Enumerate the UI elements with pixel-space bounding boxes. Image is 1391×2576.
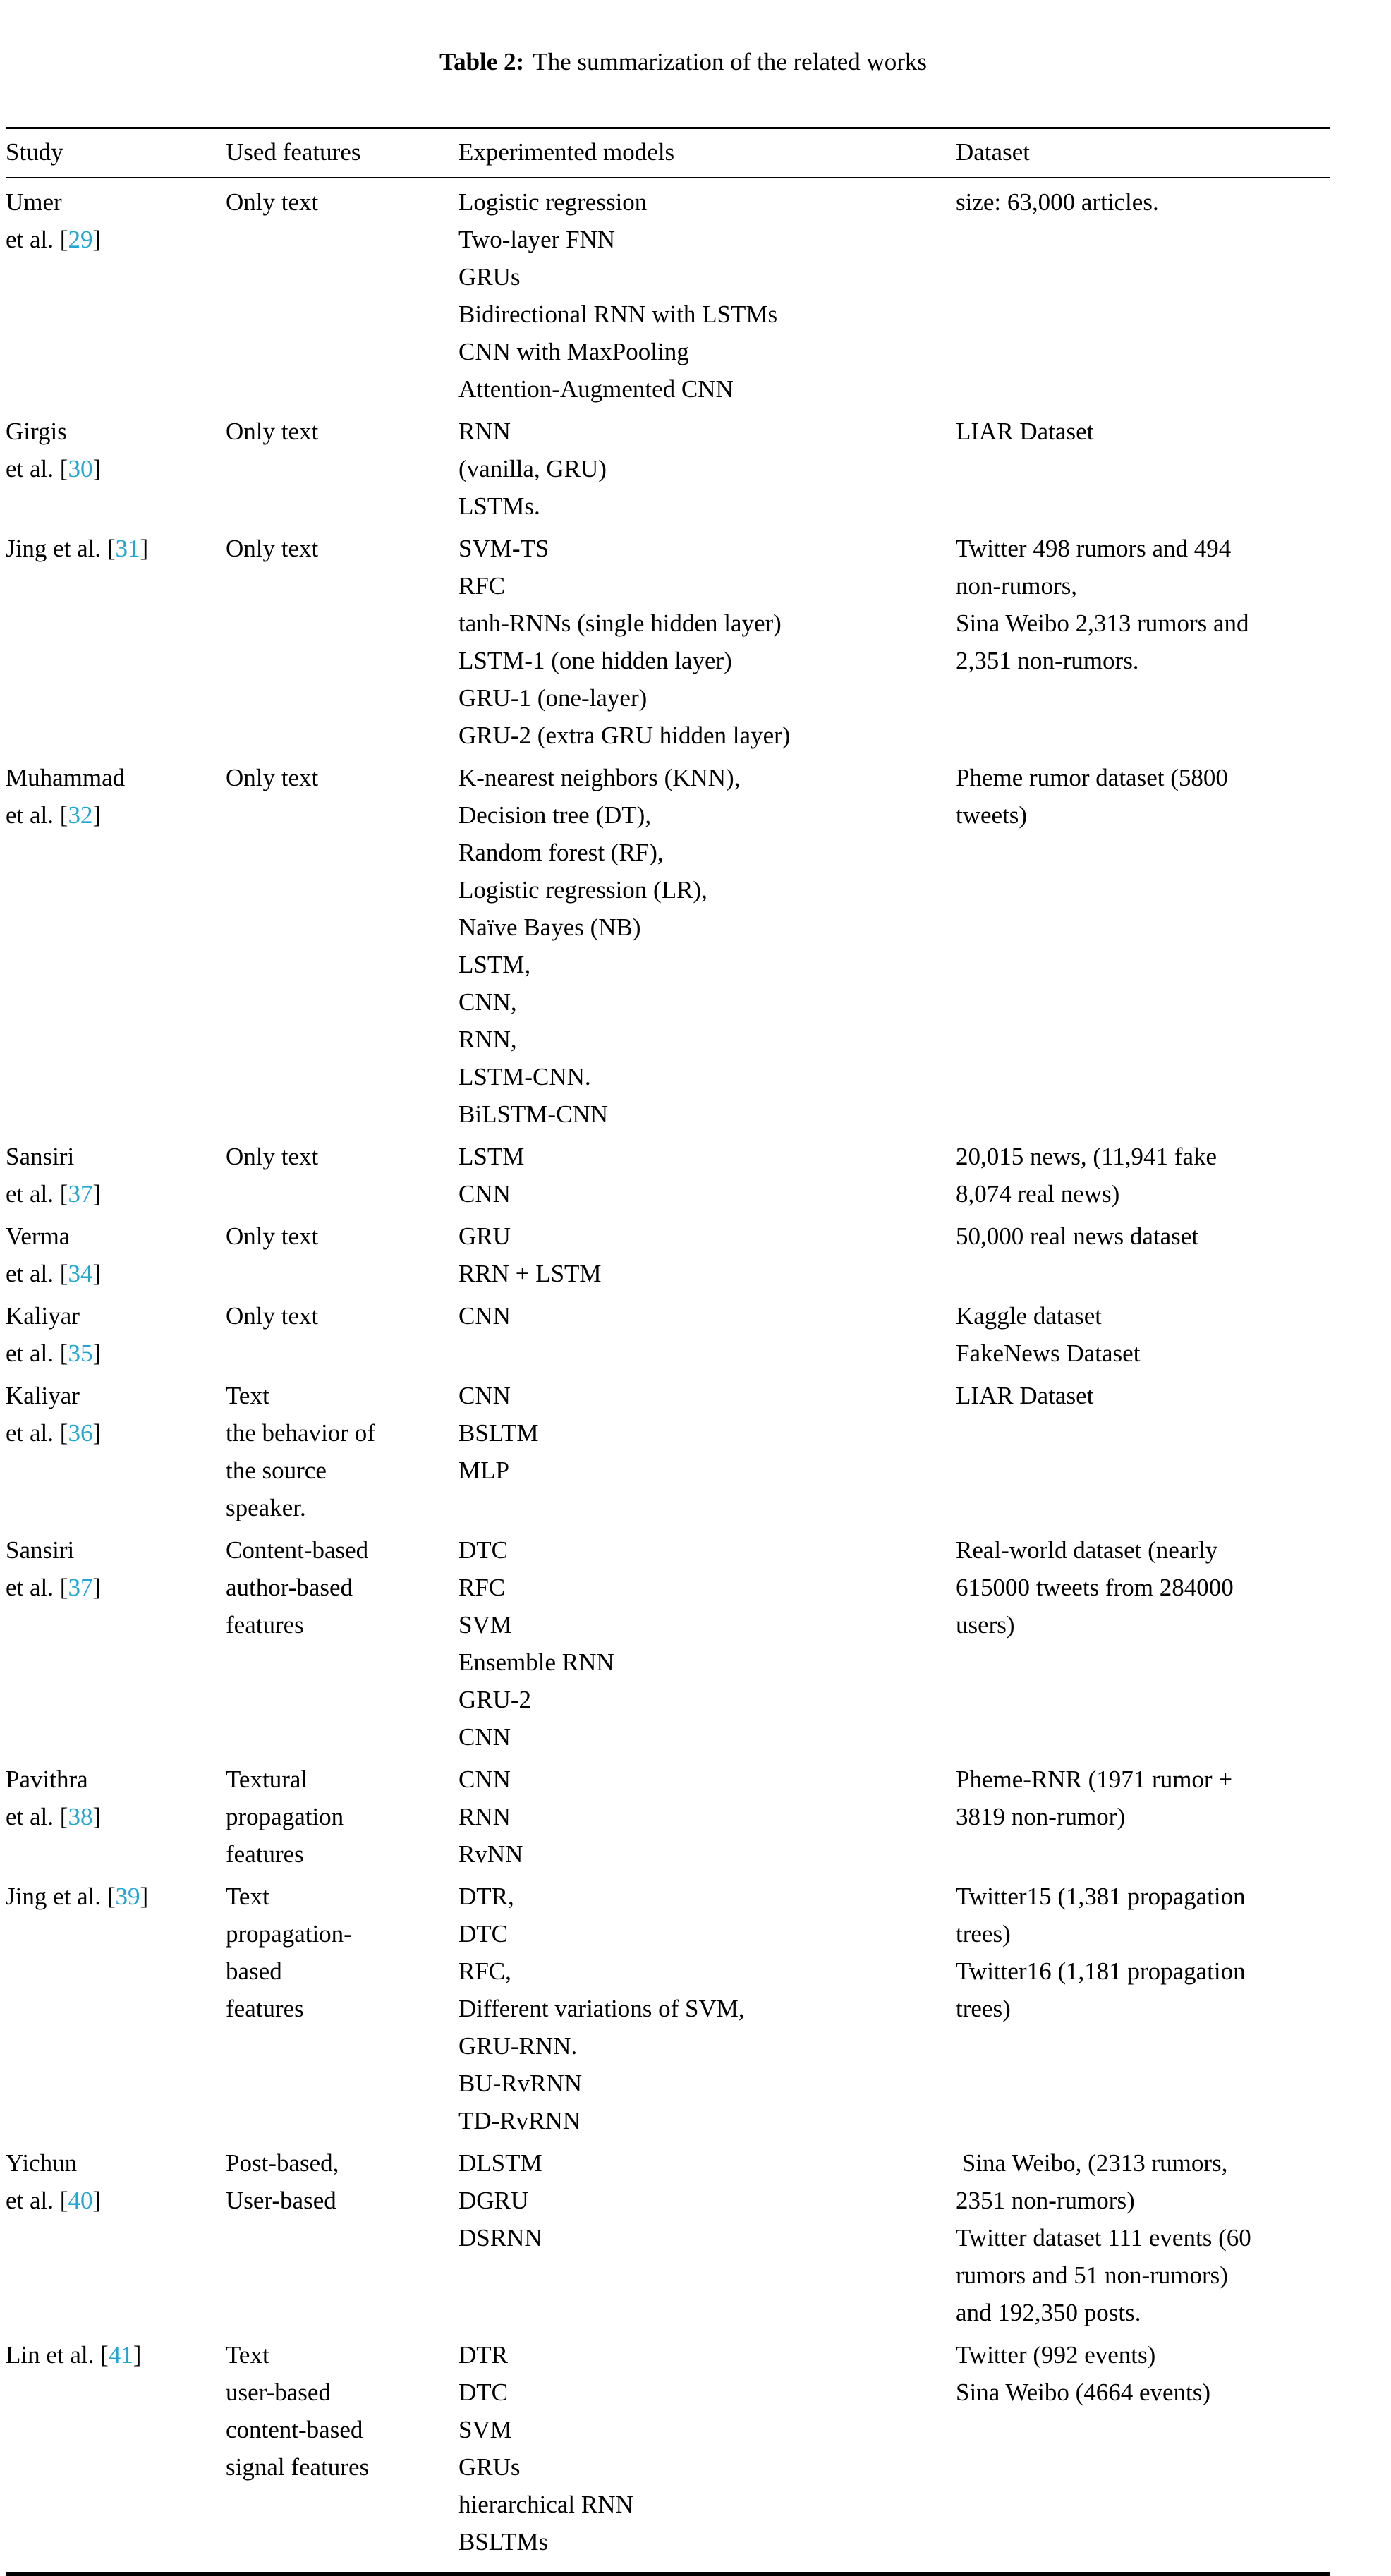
cell-line: GRUs (458, 263, 521, 291)
cell-line: BSLTM (458, 1419, 539, 1447)
cell-line: Jing et al. [39] (6, 1883, 149, 1910)
cell-line: RNN (458, 418, 511, 445)
cell-line: Jing et al. [31] (6, 535, 149, 562)
cell-line: CNN (458, 1180, 511, 1208)
cell-line: RNN (458, 1803, 511, 1830)
cell-line: Random forest (RF), (458, 839, 664, 866)
table-row (6, 2142, 1330, 2334)
cell-line: SVM (458, 1611, 512, 1639)
cell-line: LSTM-1 (one hidden layer) (458, 647, 732, 674)
cell-line: Only text (226, 418, 319, 445)
cell-line: 8,074 real news) (956, 1180, 1120, 1208)
dataset-cell (956, 183, 1330, 221)
table-row (6, 1215, 1330, 1295)
cell-line: RFC, (458, 1957, 511, 1985)
cell-line: Only text (226, 188, 319, 216)
features-cell (226, 413, 458, 450)
table-row (6, 181, 1330, 411)
citation-ref[interactable]: 32 (68, 801, 93, 829)
dataset-cell (956, 530, 1330, 679)
cell-line: author-based (226, 1574, 353, 1601)
cell-line: Muhammad (6, 764, 126, 791)
dataset-cell (956, 2144, 1330, 2331)
features-cell (226, 1377, 458, 1526)
table-row (6, 1876, 1330, 2142)
cell-line: Kaliyar (6, 1302, 80, 1330)
cell-line: Content-based (226, 1536, 369, 1564)
cell-line: CNN (458, 1302, 511, 1330)
cell-line: Pavithra (6, 1766, 88, 1793)
cell-line: non-rumors, (956, 572, 1078, 600)
cell-line: Sansiri (6, 1536, 75, 1564)
cell-line: LSTMs. (458, 492, 540, 520)
citation-ref[interactable]: 39 (115, 1883, 140, 1910)
cell-line: Text (226, 1382, 269, 1409)
cell-line: RvNN (458, 1840, 523, 1868)
cell-line: User-based (226, 2187, 336, 2214)
cell-line: Twitter15 (1,381 propagation (956, 1883, 1246, 1910)
cell-line: RRN + LSTM (458, 1260, 602, 1287)
features-cell (226, 2144, 458, 2219)
cell-line: Attention-Augmented CNN (458, 375, 734, 403)
cell-line: CNN with MaxPooling (458, 338, 689, 365)
cell-line: Twitter dataset 111 events (60 (956, 2224, 1251, 2252)
table-row (6, 1136, 1330, 1215)
dataset-cell (956, 413, 1330, 450)
related-works-table (6, 127, 1330, 2576)
cell-line: propagation (226, 1803, 344, 1830)
table-row (6, 2334, 1330, 2563)
header-used-features: Used features (226, 138, 361, 166)
table-row (6, 1295, 1330, 1375)
models-cell (458, 1377, 956, 1489)
study-cell (6, 1761, 226, 1835)
cell-line: Two-layer FNN (458, 226, 616, 253)
table-title (6, 7, 1336, 117)
cell-line: Yichun (6, 2149, 78, 2177)
dataset-cell (956, 1377, 1330, 1414)
cell-line: LSTM, (458, 951, 531, 978)
cell-line: trees) (956, 1995, 1011, 2022)
features-cell (226, 183, 458, 221)
cell-line: Umer (6, 188, 62, 216)
dataset-cell (956, 1531, 1330, 1644)
cell-line: Only text (226, 1143, 319, 1170)
cell-line: 50,000 real news dataset (956, 1222, 1199, 1250)
cell-line: et al. [32] (6, 801, 102, 829)
citation-ref[interactable]: 38 (68, 1803, 93, 1830)
cell-line: Post-based, (226, 2149, 339, 2177)
table-header-row (6, 129, 1330, 178)
cell-line: Textural (226, 1766, 308, 1793)
models-cell (458, 183, 956, 408)
cell-line: Only text (226, 1222, 319, 1250)
study-cell (6, 413, 226, 487)
cell-line: speaker. (226, 1494, 306, 1521)
citation-ref[interactable]: 36 (68, 1419, 93, 1447)
cell-line: Sansiri (6, 1143, 75, 1170)
table-row (6, 1758, 1330, 1876)
cell-line: 2351 non-rumors) (956, 2187, 1135, 2214)
cell-line: RFC (458, 1574, 506, 1601)
cell-line: et al. [37] (6, 1574, 102, 1601)
cell-line: CNN (458, 1723, 511, 1751)
cell-line: Only text (226, 535, 319, 562)
models-cell (458, 1217, 956, 1292)
table-title-label: Table 2: (439, 48, 525, 75)
dataset-cell (956, 2336, 1330, 2411)
table-row (6, 757, 1330, 1136)
cell-line: Pheme rumor dataset (5800 (956, 764, 1228, 791)
cell-line: Pheme-RNR (1971 rumor + (956, 1766, 1233, 1793)
cell-line: Decision tree (DT), (458, 801, 652, 829)
cell-line: DTR (458, 2341, 508, 2369)
cell-line: et al. [36] (6, 1419, 102, 1447)
cell-line: et al. [34] (6, 1260, 102, 1287)
features-cell (226, 1531, 458, 1644)
cell-line: users) (956, 1611, 1015, 1639)
models-cell (458, 1878, 956, 2139)
cell-line: hierarchical RNN (458, 2491, 633, 2518)
cell-line: DSRNN (458, 2224, 542, 2252)
cell-line: Text (226, 2341, 269, 2369)
study-cell (6, 1878, 226, 1915)
citation-ref[interactable]: 37 (68, 1180, 93, 1208)
cell-line: TD-RvRNN (458, 2107, 581, 2134)
cell-line: features (226, 1611, 304, 1639)
cell-line: GRU (458, 1222, 511, 1250)
study-cell (6, 183, 226, 258)
models-cell (458, 1761, 956, 1873)
cell-line: Naïve Bayes (NB) (458, 913, 641, 941)
cell-line: GRU-RNN. (458, 2032, 578, 2060)
header-dataset: Dataset (956, 138, 1030, 166)
table-row (6, 1529, 1330, 1758)
cell-line: GRUs (458, 2453, 521, 2481)
study-cell (6, 1377, 226, 1452)
cell-line: 2,351 non-rumors. (956, 647, 1139, 674)
cell-line: DTC (458, 1536, 508, 1564)
cell-line: CNN (458, 1382, 511, 1409)
dataset-cell (956, 1217, 1330, 1255)
citation-ref[interactable]: 35 (68, 1339, 93, 1367)
cell-line: Lin et al. [41] (6, 2341, 142, 2369)
study-cell (6, 530, 226, 567)
models-cell (458, 2144, 956, 2256)
cell-line: BU-RvRNN (458, 2070, 583, 2097)
cell-line: Only text (226, 1302, 319, 1330)
cell-line: propagation- (226, 1920, 352, 1948)
cell-line: user-based (226, 2378, 331, 2406)
models-cell (458, 759, 956, 1133)
features-cell (226, 530, 458, 567)
dataset-cell (956, 1297, 1330, 1372)
cell-line: and 192,350 posts. (956, 2299, 1141, 2326)
cell-line: et al. [40] (6, 2187, 102, 2214)
features-cell (226, 2336, 458, 2486)
cell-line: based (226, 1957, 282, 1985)
table-row (6, 1375, 1330, 1529)
cell-line: Twitter (992 events) (956, 2341, 1156, 2369)
study-cell (6, 2144, 226, 2219)
cell-line: DTC (458, 1920, 508, 1948)
models-cell (458, 413, 956, 525)
cell-line: DTR, (458, 1883, 514, 1910)
cell-line: K-nearest neighbors (KNN), (458, 764, 741, 791)
cell-line: Real-world dataset (nearly (956, 1536, 1218, 1564)
models-cell (458, 1138, 956, 1213)
cell-line: Logistic regression (LR), (458, 876, 707, 904)
cell-line: LIAR Dataset (956, 418, 1094, 445)
cell-line: tanh-RNNs (single hidden layer) (458, 609, 782, 637)
cell-line: tweets) (956, 801, 1028, 829)
header-study: Study (6, 138, 63, 166)
cell-line: Bidirectional RNN with LSTMs (458, 300, 778, 328)
cell-line: 20,015 news, (11,941 fake (956, 1143, 1217, 1170)
cell-line: Kaliyar (6, 1382, 80, 1409)
study-cell (6, 759, 226, 834)
cell-line: 3819 non-rumor) (956, 1803, 1126, 1830)
cell-line: (vanilla, GRU) (458, 455, 607, 482)
cell-line: DTC (458, 2378, 508, 2406)
study-cell (6, 1297, 226, 1372)
cell-line: the behavior of (226, 1419, 375, 1447)
cell-line: Twitter 498 rumors and 494 (956, 535, 1232, 562)
features-cell (226, 759, 458, 796)
cell-line: CNN, (458, 988, 517, 1016)
citation-ref[interactable]: 40 (68, 2187, 93, 2214)
cell-line: SVM (458, 2416, 512, 2443)
cell-line: et al. [38] (6, 1803, 102, 1830)
cell-line: SVM-TS (458, 535, 549, 562)
study-cell (6, 1531, 226, 1606)
study-cell (6, 2336, 226, 2374)
cell-line: Different variations of SVM, (458, 1995, 745, 2022)
citation-ref[interactable]: 41 (108, 2341, 133, 2369)
models-cell (458, 530, 956, 754)
cell-line: the source (226, 1457, 327, 1484)
study-cell (6, 1138, 226, 1213)
dataset-cell (956, 1761, 1330, 1835)
cell-line: 615000 tweets from 284000 (956, 1574, 1234, 1601)
cell-line: MLP (458, 1457, 509, 1484)
cell-line: BiLSTM-CNN (458, 1100, 608, 1128)
dataset-cell (956, 1878, 1330, 2027)
features-cell (226, 1878, 458, 2027)
cell-line: BSLTMs (458, 2528, 549, 2556)
cell-line: FakeNews Dataset (956, 1339, 1141, 1367)
features-cell (226, 1138, 458, 1175)
cell-line: Sina Weibo, (2313 rumors, (956, 2149, 1228, 2177)
cell-line: rumors and 51 non-rumors) (956, 2261, 1228, 2289)
cell-line: et al. [35] (6, 1339, 102, 1367)
cell-line: RFC (458, 572, 506, 600)
citation-ref[interactable]: 37 (68, 1574, 93, 1601)
study-cell (6, 1217, 226, 1292)
cell-line: GRU-1 (one-layer) (458, 684, 648, 712)
table-body (6, 178, 1330, 2572)
cell-line: Girgis (6, 418, 67, 445)
table-row (6, 411, 1330, 528)
cell-line: GRU-2 (458, 1686, 532, 1713)
table-row (6, 528, 1330, 757)
models-cell (458, 1297, 956, 1335)
cell-line: et al. [29] (6, 226, 102, 253)
cell-line: features (226, 1840, 304, 1868)
dataset-cell (956, 759, 1330, 834)
cell-line: CNN (458, 1766, 511, 1793)
cell-line: Ensemble RNN (458, 1648, 614, 1676)
cell-line: content-based (226, 2416, 363, 2443)
cell-line: LIAR Dataset (956, 1382, 1094, 1409)
cell-line: Verma (6, 1222, 71, 1250)
cell-line: signal features (226, 2453, 370, 2481)
cell-line: Only text (226, 764, 319, 791)
models-cell (458, 2336, 956, 2560)
features-cell (226, 1761, 458, 1873)
cell-line: Sina Weibo (4664 events) (956, 2378, 1211, 2406)
cell-line: size: 63,000 articles. (956, 188, 1159, 216)
citation-ref[interactable]: 34 (68, 1260, 93, 1287)
citation-ref[interactable]: 29 (68, 226, 93, 253)
models-cell (458, 1531, 956, 1756)
cell-line: features (226, 1995, 304, 2022)
citation-ref[interactable]: 31 (115, 535, 140, 562)
cell-line: GRU-2 (extra GRU hidden layer) (458, 722, 791, 749)
cell-line: DGRU (458, 2187, 529, 2214)
cell-line: trees) (956, 1920, 1011, 1948)
dataset-cell (956, 1138, 1330, 1213)
cell-line: Sina Weibo 2,313 rumors and (956, 609, 1249, 637)
cell-line: Text (226, 1883, 269, 1910)
cell-line: LSTM (458, 1143, 525, 1170)
features-cell (226, 1217, 458, 1255)
citation-ref[interactable]: 30 (68, 455, 93, 482)
cell-line: Twitter16 (1,181 propagation (956, 1957, 1246, 1985)
cell-line: RNN, (458, 1026, 517, 1053)
cell-line: DLSTM (458, 2149, 542, 2177)
cell-line: Logistic regression (458, 188, 648, 216)
table-title-text: The summarization of the related works (533, 48, 928, 75)
cell-line: et al. [37] (6, 1180, 102, 1208)
cell-line: et al. [30] (6, 455, 102, 482)
features-cell (226, 1297, 458, 1335)
header-experimented-models: Experimented models (458, 138, 675, 166)
cell-line: Kaggle dataset (956, 1302, 1102, 1330)
cell-line: LSTM-CNN. (458, 1063, 591, 1090)
